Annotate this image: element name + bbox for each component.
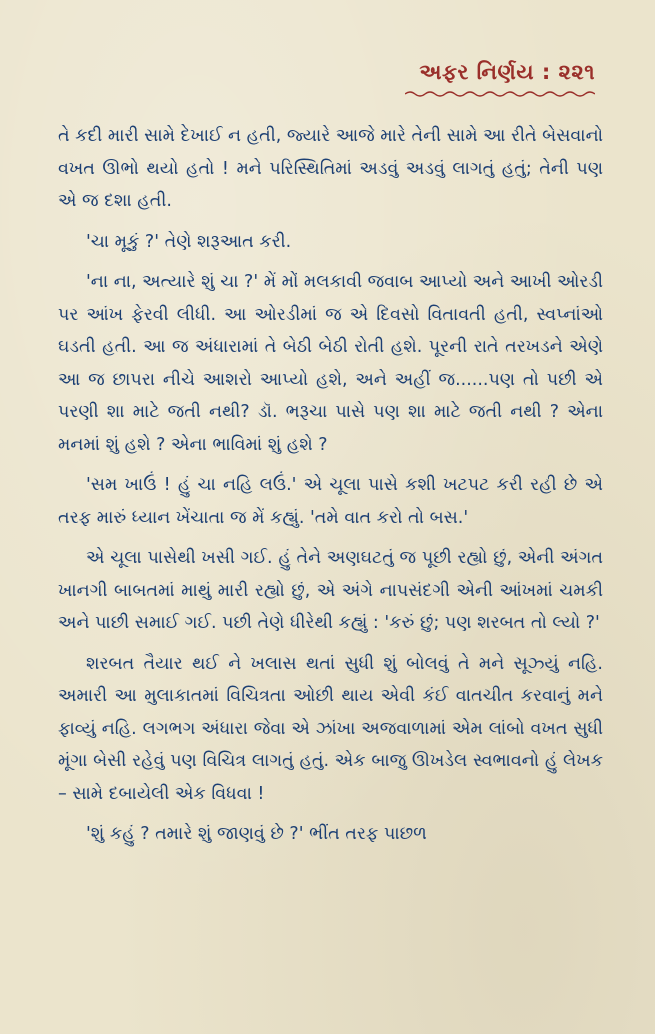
body-text [58, 120, 603, 859]
paragraph: 'ના ના, અત્યારે શું ચા ?' મેં મોં મલકાવી જવાબ આપ્યો અને આખી ઓરડી પર આંખ ફેરવી લીધી. આ ઓરડીમાં જ એ દિવસો વિતાવતી હતી, સ્વપ્નાંઓ ઘડતી હતી. આ જ અંધારામાં તે બેઠી બેઠી રોતી હશે. પૂરની રાતે તરખડને એણે આ જ છાપરા નીચે આશરો આપ્યો હશે, અને અહીં જ......પણ તો પછી એ પરણી શા માટે જતી નથી? ડૉ. ભરૂચા પાસે પણ શા માટે જતી નથી ? એના મનમાં શું હશે ? એના ભાવિમાં શું હશે ? [58, 272, 604, 455]
paragraph: એ ચૂલા પાસેથી ખસી ગઈ. હું તેને અણઘટતું જ પૂછી રહ્યો છું, એની અંગત ખાનગી બાબતમાં માથું મારી રહ્યો છું, એ અંગે નાપસંદગી એની આંખમાં ચમકી અને પાછી સમાઈ ગઈ. પછી તેણે ધીરેથી કહ્યું : 'કરું છું; પણ શરબત તો લ્યો ?' [58, 548, 603, 633]
paragraph: 'ચા મૂકું ?' તેણે શરૂઆત કરી. [86, 231, 292, 252]
paragraph: 'સમ ખાઉં ! હું ચા નહિ લઉં.' એ ચૂલા પાસે કશી ખટપટ કરી રહી છે એ તરફ મારું ધ્યાન ખેંચાતા જ મેં કહ્યું. 'તમે વાત કરો તો બસ.' [58, 475, 603, 528]
paragraph: શરબત તૈયાર થઈ ને ખલાસ થતાં સુધી શું બોલવું તે મને સૂઝ્યું નહિ. અમારી આ મુલાકાતમાં વિચિત્રતા ઓછી થાય એવી કંઈ વાતચીત કરવાનું મને ફાવ્યું નહિ. લગભગ અંધારા જેવા એ ઝાંખા અજવાળામાં એમ લાંબો વખત સુધી મૂંગા બેસી રહેવું પણ વિચિત્ર લાગતું હતું. એક બાજુ ઊખડેલ સ્વભાવનો હું લેખક – સામે દબાયેલી એક વિધવા ! [58, 653, 603, 804]
page-header [405, 60, 595, 99]
paragraph: તે કદી મારી સામે દેખાઈ ન હતી, જ્યારે આજે મારે તેની સામે આ રીતે બેસવાનો વખત ઊભો થયો હતો ! મને પરિસ્થિતિમાં અડવું અડવું લાગતું હતું; તેની પણ એ જ દશા હતી. [58, 126, 603, 211]
paragraph: 'શું કહું ? તમારે શું જાણવું છે ?' ભીંત તરફ પાછળ [86, 824, 427, 844]
running-head-title: અફર નિર્ણય : ૨૨૧ [419, 60, 595, 84]
wavy-underline-ornament [405, 89, 595, 99]
